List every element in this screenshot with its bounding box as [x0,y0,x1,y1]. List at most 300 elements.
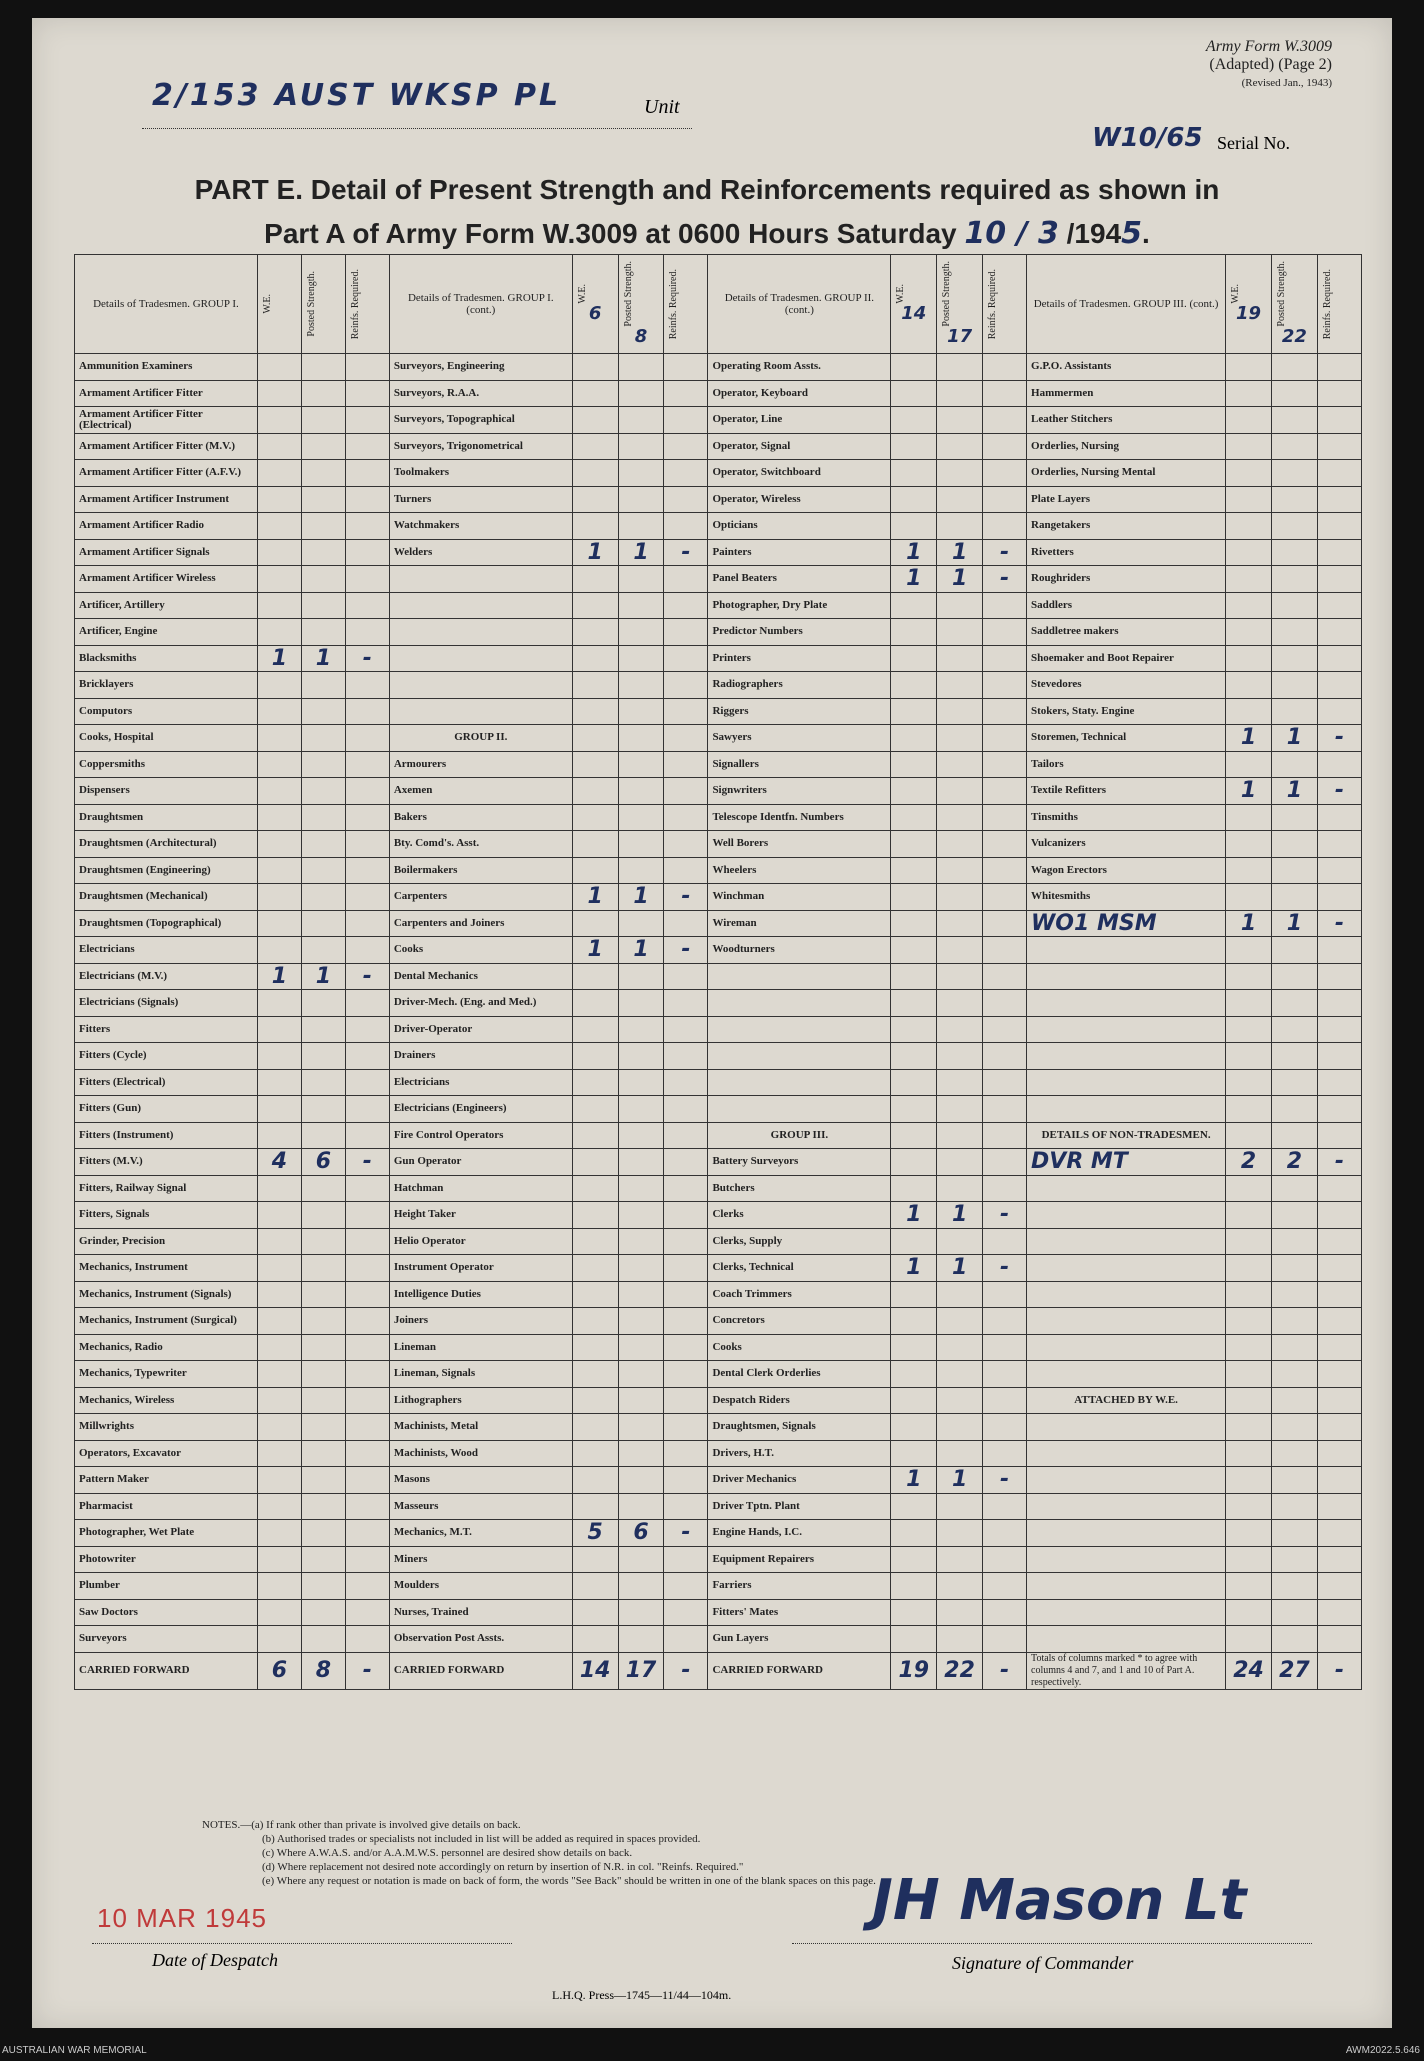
header-reinf [983,255,1027,354]
we-cell [891,1599,937,1626]
trade-label: Height Taker [389,1202,572,1229]
posted-cell: 6 [301,1149,345,1176]
we-cell [572,1599,618,1626]
trade-label [1027,1255,1226,1282]
posted-cell [937,698,983,725]
trade-label: Draughtsmen, Signals [708,1414,891,1441]
reinf-cell [345,1493,389,1520]
trade-label: Armament Artificer Fitter (M.V.) [75,433,258,460]
we-cell [257,990,301,1017]
reinf-cell [345,1387,389,1414]
trade-label: Operator, Keyboard [708,380,891,407]
reinf-cell: - [1317,910,1361,937]
reinf-cell [1317,1599,1361,1626]
reinf-cell [1317,1440,1361,1467]
reinf-cell: - [983,1467,1027,1494]
table-row [75,857,1362,884]
trade-label [1027,1599,1226,1626]
trade-label: Saddletree makers [1027,619,1226,646]
reinf-cell [664,433,708,460]
we-cell [257,1361,301,1388]
posted-cell [301,910,345,937]
we-cell [257,1414,301,1441]
posted-cell: 1 [937,1467,983,1494]
posted-cell [1272,1440,1318,1467]
reinf-cell [345,910,389,937]
trade-label: Drainers [389,1043,572,1070]
reinf-cell: - [983,1255,1027,1282]
trade-label: Fitters (Electrical) [75,1069,258,1096]
trade-label [1027,990,1226,1017]
reinf-cell [664,619,708,646]
we-cell [572,1546,618,1573]
posted-cell [618,1467,664,1494]
we-cell [1226,619,1272,646]
posted-cell [618,566,664,593]
header-we-label: W.E. [895,283,907,304]
reinf-cell [345,990,389,1017]
posted-cell [1272,937,1318,964]
reinf-cell [983,751,1027,778]
posted-cell [937,831,983,858]
trade-label: Sawyers [708,725,891,752]
table-row [75,1069,1362,1096]
posted-cell [1272,619,1318,646]
table-row [75,751,1362,778]
reinf-cell [1317,831,1361,858]
trade-label: Plate Layers [1027,486,1226,513]
reinf-cell [983,433,1027,460]
trade-label: Electricians (Signals) [75,990,258,1017]
trade-label: Millwrights [75,1414,258,1441]
trade-label: Computors [75,698,258,725]
trade-label: Operator, Switchboard [708,460,891,487]
we-cell [572,1573,618,1600]
posted-cell [618,1546,664,1573]
title-year-prefix: /194 [1066,218,1122,249]
trade-label: Winchman [708,884,891,911]
we-cell [257,354,301,381]
reinf-cell [664,1281,708,1308]
we-cell [1226,539,1272,566]
reinf-cell [983,513,1027,540]
table-row [75,619,1362,646]
reinf-cell: - [664,937,708,964]
reinf-cell [983,1096,1027,1123]
trade-label: Fitters (Cycle) [75,1043,258,1070]
posted-cell [1272,751,1318,778]
posted-cell [301,1573,345,1600]
trade-label: Artificer, Engine [75,619,258,646]
trade-label: Armament Artificer Fitter (Electrical) [75,407,258,434]
trade-label: Fitters (Instrument) [75,1122,258,1149]
we-cell [891,460,937,487]
we-cell [891,1361,937,1388]
posted-cell [618,1175,664,1202]
trade-label: Armament Artificer Radio [75,513,258,540]
trade-label: Rangetakers [1027,513,1226,540]
we-cell [257,1599,301,1626]
we-cell [257,725,301,752]
reinf-cell [664,698,708,725]
posted-cell [301,672,345,699]
we-cell [1226,566,1272,593]
trade-label: Armourers [389,751,572,778]
serial-value: W10/65 [1092,123,1203,153]
trade-label: Nurses, Trained [389,1599,572,1626]
trade-label: Clerks, Technical [708,1255,891,1282]
reinf-cell [345,857,389,884]
trade-label: Woodturners [708,937,891,964]
we-cell [891,1175,937,1202]
reinf-cell [664,1387,708,1414]
trade-label: Driver Tptn. Plant [708,1493,891,1520]
header-we-label: W.E. [576,283,588,304]
cf-g1c-we: 14 [572,1652,618,1689]
we-cell [257,1493,301,1520]
trade-label: Panel Beaters [708,566,891,593]
trade-label [1027,1202,1226,1229]
we-cell [891,354,937,381]
trade-label: Welders [389,539,572,566]
table-row [75,1149,1362,1176]
we-cell [1226,1096,1272,1123]
trade-label: Tinsmiths [1027,804,1226,831]
we-cell [572,1228,618,1255]
trade-label [1027,1043,1226,1070]
posted-cell [937,1043,983,1070]
trade-label: Watchmakers [389,513,572,540]
reinf-cell [1317,1546,1361,1573]
we-cell [1226,460,1272,487]
header-we-label: W.E. [1230,283,1242,304]
header-posted-hand: 22 [1281,326,1307,348]
posted-cell [618,1096,664,1123]
we-cell: 1 [1226,910,1272,937]
table-row [75,380,1362,407]
trade-label [1027,1069,1226,1096]
posted-cell [937,990,983,1017]
posted-cell [937,354,983,381]
trade-label: Armament Artificer Signals [75,539,258,566]
we-cell [1226,1440,1272,1467]
trade-label: Masseurs [389,1493,572,1520]
reinf-cell [1317,1255,1361,1282]
trade-label [708,1043,891,1070]
we-cell [572,1493,618,1520]
posted-cell [301,1308,345,1335]
trade-label: Hatchman [389,1175,572,1202]
reinf-cell [664,990,708,1017]
we-cell [572,1149,618,1176]
we-cell: 1 [891,539,937,566]
table-row [75,539,1362,566]
trade-label: Textile Refitters [1027,778,1226,805]
carried-forward-row [75,1652,1362,1689]
posted-cell [1272,1520,1318,1547]
posted-cell [937,592,983,619]
we-cell [1226,1467,1272,1494]
trade-label: Bakers [389,804,572,831]
trade-label: Pattern Maker [75,1467,258,1494]
army-form-adapted: (Adapted) (Page 2) [1209,56,1332,73]
posted-cell [618,1149,664,1176]
we-cell [891,857,937,884]
posted-cell [1272,433,1318,460]
trade-label: Carpenters [389,884,572,911]
we-cell [257,1387,301,1414]
posted-cell [301,1228,345,1255]
we-cell [572,460,618,487]
we-cell [891,433,937,460]
posted-cell [1272,1281,1318,1308]
carried-forward-label: CARRIED FORWARD [389,1652,572,1689]
trade-label: Axemen [389,778,572,805]
posted-cell [618,1334,664,1361]
we-cell [572,778,618,805]
we-cell [891,1520,937,1547]
unit-label: Unit [644,96,680,118]
posted-cell [618,380,664,407]
posted-cell [301,407,345,434]
table-row [75,1361,1362,1388]
posted-cell [1272,1573,1318,1600]
trade-label: Toolmakers [389,460,572,487]
reinf-cell [664,1016,708,1043]
posted-cell [618,1308,664,1335]
table-row [75,990,1362,1017]
reinf-cell [664,1043,708,1070]
we-cell [257,1043,301,1070]
posted-cell [301,831,345,858]
trade-label: DETAILS OF NON-TRADESMEN. [1027,1122,1226,1149]
header-posted-label: Posted Strength. [1276,260,1287,327]
reinf-cell [1317,354,1361,381]
trade-label: Ammunition Examiners [75,354,258,381]
we-cell [1226,884,1272,911]
header-group-1: Details of Tradesmen. GROUP I. [75,255,258,354]
table-row [75,645,1362,672]
we-cell [1226,380,1272,407]
posted-cell [618,513,664,540]
we-cell [1226,672,1272,699]
we-cell [1226,1414,1272,1441]
reinf-cell [983,990,1027,1017]
we-cell [572,910,618,937]
we-cell [572,963,618,990]
form-page [32,18,1392,2028]
trade-label: Draughtsmen (Mechanical) [75,884,258,911]
trade-label: Armament Artificer Wireless [75,566,258,593]
trade-label [1027,1493,1226,1520]
we-cell [891,619,937,646]
we-cell: 1 [891,566,937,593]
note-c: (c) Where A.W.A.S. and/or A.A.M.W.S. personnel are desired show details on back. [262,1847,633,1859]
table-row [75,354,1362,381]
posted-cell [618,1573,664,1600]
we-cell [257,1228,301,1255]
posted-cell [937,1281,983,1308]
posted-cell: 1 [618,884,664,911]
trade-label: Armament Artificer Instrument [75,486,258,513]
we-cell [1226,1546,1272,1573]
trade-label: Surveyors [75,1626,258,1653]
we-cell [1226,1334,1272,1361]
reinf-cell [664,1440,708,1467]
reinf-cell [983,407,1027,434]
we-cell [1226,1573,1272,1600]
trade-label: GROUP III. [708,1122,891,1149]
reinf-cell [1317,407,1361,434]
posted-cell [937,1440,983,1467]
posted-cell [618,1599,664,1626]
reinf-cell [1317,645,1361,672]
posted-cell [618,990,664,1017]
trade-label: Mechanics, Instrument (Signals) [75,1281,258,1308]
we-cell [572,1626,618,1653]
reinf-cell [1317,1361,1361,1388]
header-group-2-cont: Details of Tradesmen. GROUP II. (cont.) [708,255,891,354]
trade-label: Whitesmiths [1027,884,1226,911]
we-cell [1226,592,1272,619]
posted-cell [937,725,983,752]
trade-label: Intelligence Duties [389,1281,572,1308]
note-a: NOTES.—(a) If rank other than private is involved give details on back. [202,1819,521,1831]
reinf-cell [983,1281,1027,1308]
posted-cell [618,1202,664,1229]
trade-label: Armament Artificer Fitter (A.F.V.) [75,460,258,487]
posted-cell [937,910,983,937]
posted-cell [937,884,983,911]
posted-cell [618,645,664,672]
posted-cell [937,751,983,778]
posted-cell [301,1122,345,1149]
header-we [1226,255,1272,354]
header-we-label: W.E. [261,294,273,314]
trade-label: Driver Mechanics [708,1467,891,1494]
trade-label: Turners [389,486,572,513]
posted-cell [618,1387,664,1414]
we-cell [572,804,618,831]
reinf-cell [1317,513,1361,540]
reinf-cell [664,566,708,593]
we-cell [257,407,301,434]
title-line-2-text: Part A of Army Form W.3009 at 0600 Hours Saturday [264,218,957,249]
trade-label [389,698,572,725]
header-reinf-label: Reinfs. Required. [987,268,999,340]
cf-g1c-posted: 17 [618,1652,664,1689]
header-posted-hand: 17 [947,326,973,348]
reinf-cell [1317,857,1361,884]
table-row [75,698,1362,725]
posted-cell [301,1546,345,1573]
trade-label: Riggers [708,698,891,725]
table-row [75,1202,1362,1229]
table-row [75,937,1362,964]
trade-label: Signallers [708,751,891,778]
trade-label [708,1069,891,1096]
posted-cell [301,884,345,911]
we-cell [572,513,618,540]
we-cell [257,672,301,699]
reinf-cell [983,1573,1027,1600]
posted-cell [937,486,983,513]
header-posted-label: Posted Strength. [622,260,634,327]
we-cell [572,1281,618,1308]
posted-cell [1272,1202,1318,1229]
trade-label: Fitters, Railway Signal [75,1175,258,1202]
posted-cell [1272,1626,1318,1653]
we-cell [1226,407,1272,434]
posted-cell [301,1626,345,1653]
reinf-cell: - [345,963,389,990]
trade-label: Stokers, Staty. Engine [1027,698,1226,725]
reinf-cell [345,1016,389,1043]
we-cell: 1 [572,884,618,911]
trade-label [1027,1440,1226,1467]
trade-label: Mechanics, Instrument [75,1255,258,1282]
reinf-cell [1317,937,1361,964]
we-cell: 2 [1226,1149,1272,1176]
we-cell [1226,1228,1272,1255]
we-cell [891,937,937,964]
posted-cell [937,1493,983,1520]
posted-cell [618,831,664,858]
trade-label [1027,1361,1226,1388]
posted-cell [1272,1334,1318,1361]
table-row [75,1573,1362,1600]
reinf-cell [983,1440,1027,1467]
reinf-cell [664,513,708,540]
we-cell [891,486,937,513]
we-cell [257,698,301,725]
trade-label: Cooks [389,937,572,964]
posted-cell: 1 [1272,778,1318,805]
reinf-cell [345,407,389,434]
reinf-cell [345,1175,389,1202]
note-b: (b) Authorised trades or specialists not included in list will be added as required in spaces provided. [262,1833,701,1845]
reinf-cell [345,1308,389,1335]
totals-note: Totals of columns marked * to agree with columns 4 and 7, and 1 and 10 of Part A. respectively. [1027,1652,1226,1689]
trade-label [1027,1573,1226,1600]
we-cell [257,460,301,487]
reinf-cell [664,486,708,513]
we-cell [572,751,618,778]
posted-cell [1272,513,1318,540]
reinf-cell: - [345,645,389,672]
trade-label: Operating Room Assts. [708,354,891,381]
we-cell [572,1043,618,1070]
posted-cell: 1 [937,1255,983,1282]
posted-cell [301,1096,345,1123]
posted-cell [1272,1069,1318,1096]
reinf-cell [983,1149,1027,1176]
posted-cell [1272,990,1318,1017]
posted-cell [301,804,345,831]
reinf-cell [1317,1096,1361,1123]
signature-label: Signature of Commander [952,1953,1134,1973]
posted-cell: 1 [618,937,664,964]
posted-cell [1272,1599,1318,1626]
posted-cell: 1 [618,539,664,566]
posted-cell [301,486,345,513]
posted-cell [301,725,345,752]
we-cell [572,831,618,858]
header-posted [937,255,983,354]
trade-label: Farriers [708,1573,891,1600]
posted-cell [618,1281,664,1308]
reinf-cell: - [1317,725,1361,752]
